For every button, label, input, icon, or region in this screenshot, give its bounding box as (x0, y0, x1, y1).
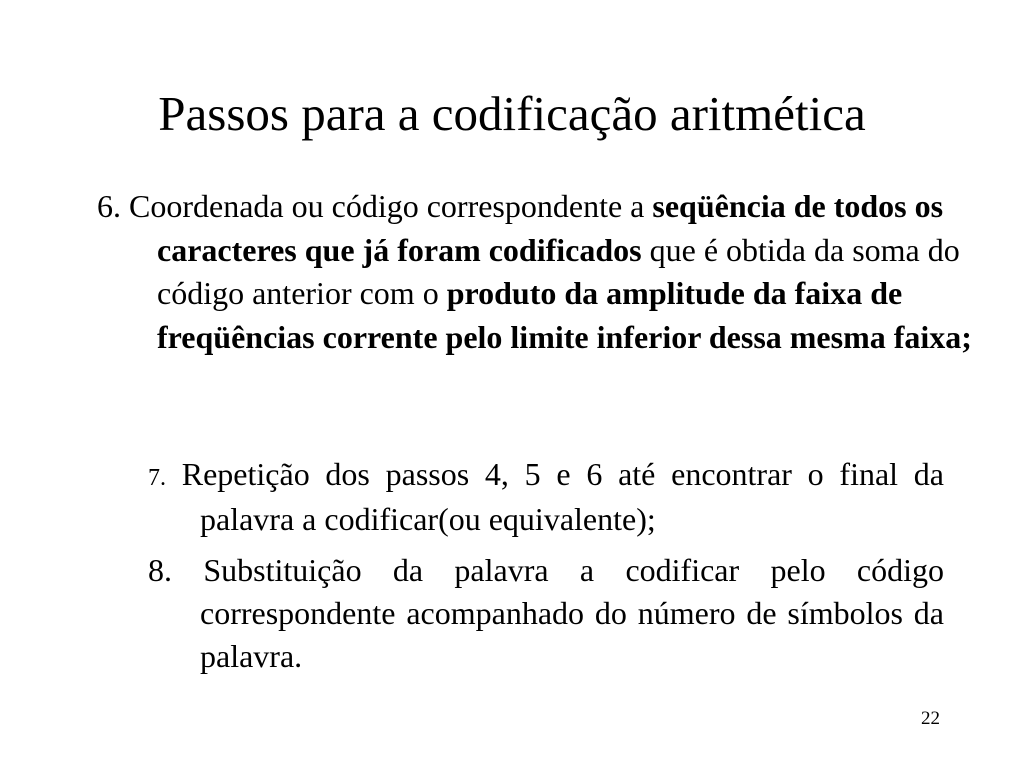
item-number-6: 6. (97, 188, 121, 224)
list-item-7 (148, 454, 944, 540)
item-6-text-1: Coordenada ou código correspondente a (129, 188, 653, 224)
list-item-8 (148, 549, 944, 678)
item-7-text: Repetição dos passos 4, 5 e 6 até encontrar o final da palavra a codificar(ou equivalente); (181, 456, 945, 537)
item-number-7: 7. (148, 465, 166, 491)
item-6-bold-1: seqüência de todos os caracteres que já foram codificados (157, 188, 944, 268)
item-8-text: Substituição da palavra a codificar pelo código correspondente acompanhado do número de símbolos da palavra. (200, 552, 945, 674)
slide-title: Passos para a codificação aritmética (158, 86, 866, 141)
page-number: 22 (921, 708, 940, 729)
item-6-text-2: que é obtida da soma do código anterior com o (157, 231, 960, 311)
item-6-bold-2: produto da amplitude da faixa de freqüências corrente pelo limite inferior dessa mesma faixa; (157, 275, 972, 355)
item-number-8: 8. (148, 552, 172, 588)
list-item-6 (97, 185, 997, 359)
